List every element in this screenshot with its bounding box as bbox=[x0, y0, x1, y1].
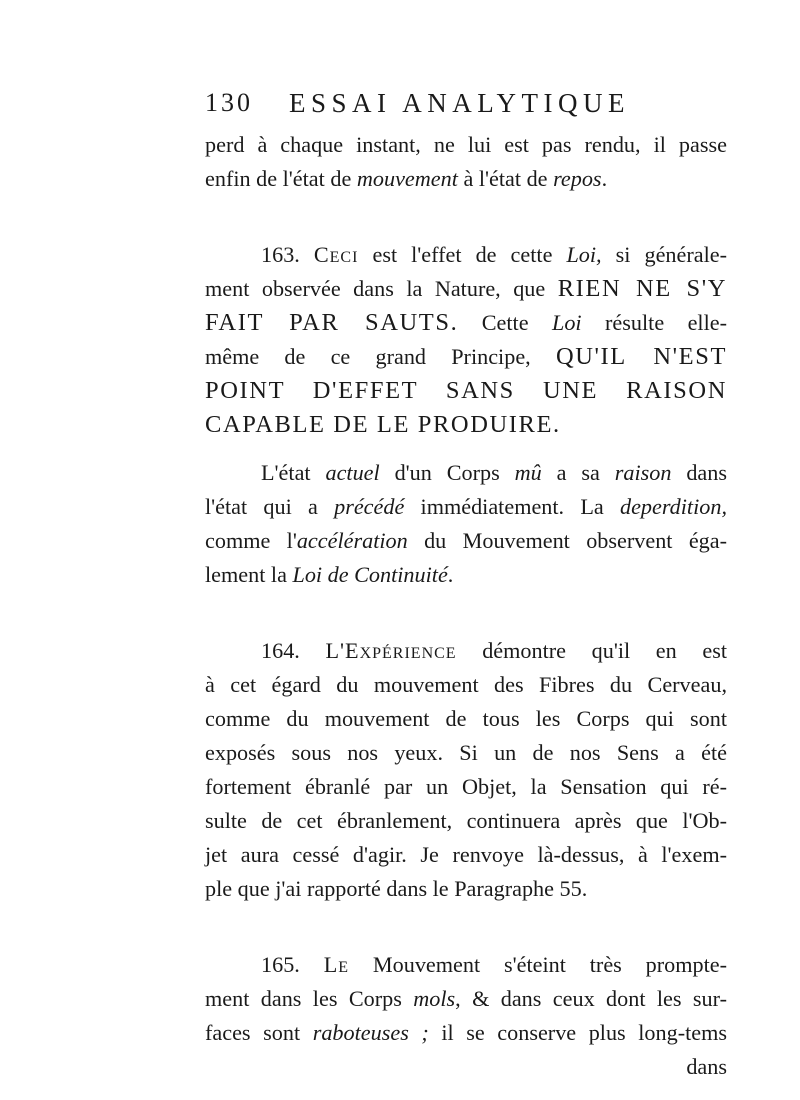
paragraph-163b bbox=[205, 456, 727, 592]
section-number: 165. bbox=[261, 952, 300, 977]
text-line: 165. Le Mouvement s'éteint très prompte- bbox=[261, 952, 727, 977]
page-header bbox=[205, 86, 727, 126]
book-page bbox=[205, 86, 727, 1084]
text-line: lement la Loi de Continuité. bbox=[205, 562, 454, 587]
text-line: 164. L'Expérience démontre qu'il en est bbox=[261, 638, 728, 663]
text-line: POINT D'EFFET SANS UNE RAISON bbox=[205, 377, 727, 404]
section-164 bbox=[205, 634, 727, 906]
section-number: 164. bbox=[261, 638, 300, 663]
text-line: même de ce grand Principe, QU'IL N'EST bbox=[205, 343, 728, 370]
text-line: perd à chaque instant, ne lui est pas rendu, il passe bbox=[205, 132, 727, 157]
text-line: jet aura cessé d'agir. Je renvoye là-dessus, à l'exem- bbox=[205, 842, 727, 867]
text-line: à cet égard du mouvement des Fibres du Cerveau, bbox=[205, 672, 727, 697]
text-line: L'état actuel d'un Corps mû a sa raison dans bbox=[261, 460, 728, 485]
text-line: FAIT PAR SAUTS. Cette Loi résulte elle- bbox=[205, 309, 728, 336]
text-line: comme du mouvement de tous les Corps qui sont bbox=[205, 706, 727, 731]
text-line: sulte de cet ébranlement, continuera après que l'Ob- bbox=[205, 808, 727, 833]
text-line: enfin de l'état de mouvement à l'état de repos. bbox=[205, 166, 608, 191]
text-line: faces sont raboteuses ; il se conserve plus long-tems bbox=[205, 1020, 727, 1045]
section-number: 163. bbox=[261, 242, 300, 267]
text-line: ple que j'ai rapporté dans le Paragraphe 55. bbox=[205, 876, 588, 901]
text-line: fortement ébranlé par un Objet, la Sensation qui ré- bbox=[205, 774, 727, 799]
paragraph-continuation bbox=[205, 128, 727, 196]
text-line: 163. Ceci est l'effet de cette Loi, si générale- bbox=[261, 242, 727, 267]
page-number: 130 bbox=[205, 88, 253, 117]
text-line: exposés sous nos yeux. Si un de nos Sens a été bbox=[205, 740, 727, 765]
section-163 bbox=[205, 238, 727, 442]
text-line: comme l'accélération du Mouvement observent éga- bbox=[205, 528, 727, 553]
text-line: CAPABLE DE LE PRODUIRE. bbox=[205, 411, 561, 438]
catchword: dans bbox=[686, 1054, 727, 1079]
running-title: ESSAI ANALYTIQUE bbox=[289, 88, 631, 118]
section-165 bbox=[205, 948, 727, 1084]
text-line: ment observée dans la Nature, que RIEN NE S'Y bbox=[205, 275, 728, 302]
text-line: ment dans les Corps mols, & dans ceux dont les sur- bbox=[205, 986, 727, 1011]
text-line: l'état qui a précédé immédiatement. La deperdition, bbox=[205, 494, 727, 519]
